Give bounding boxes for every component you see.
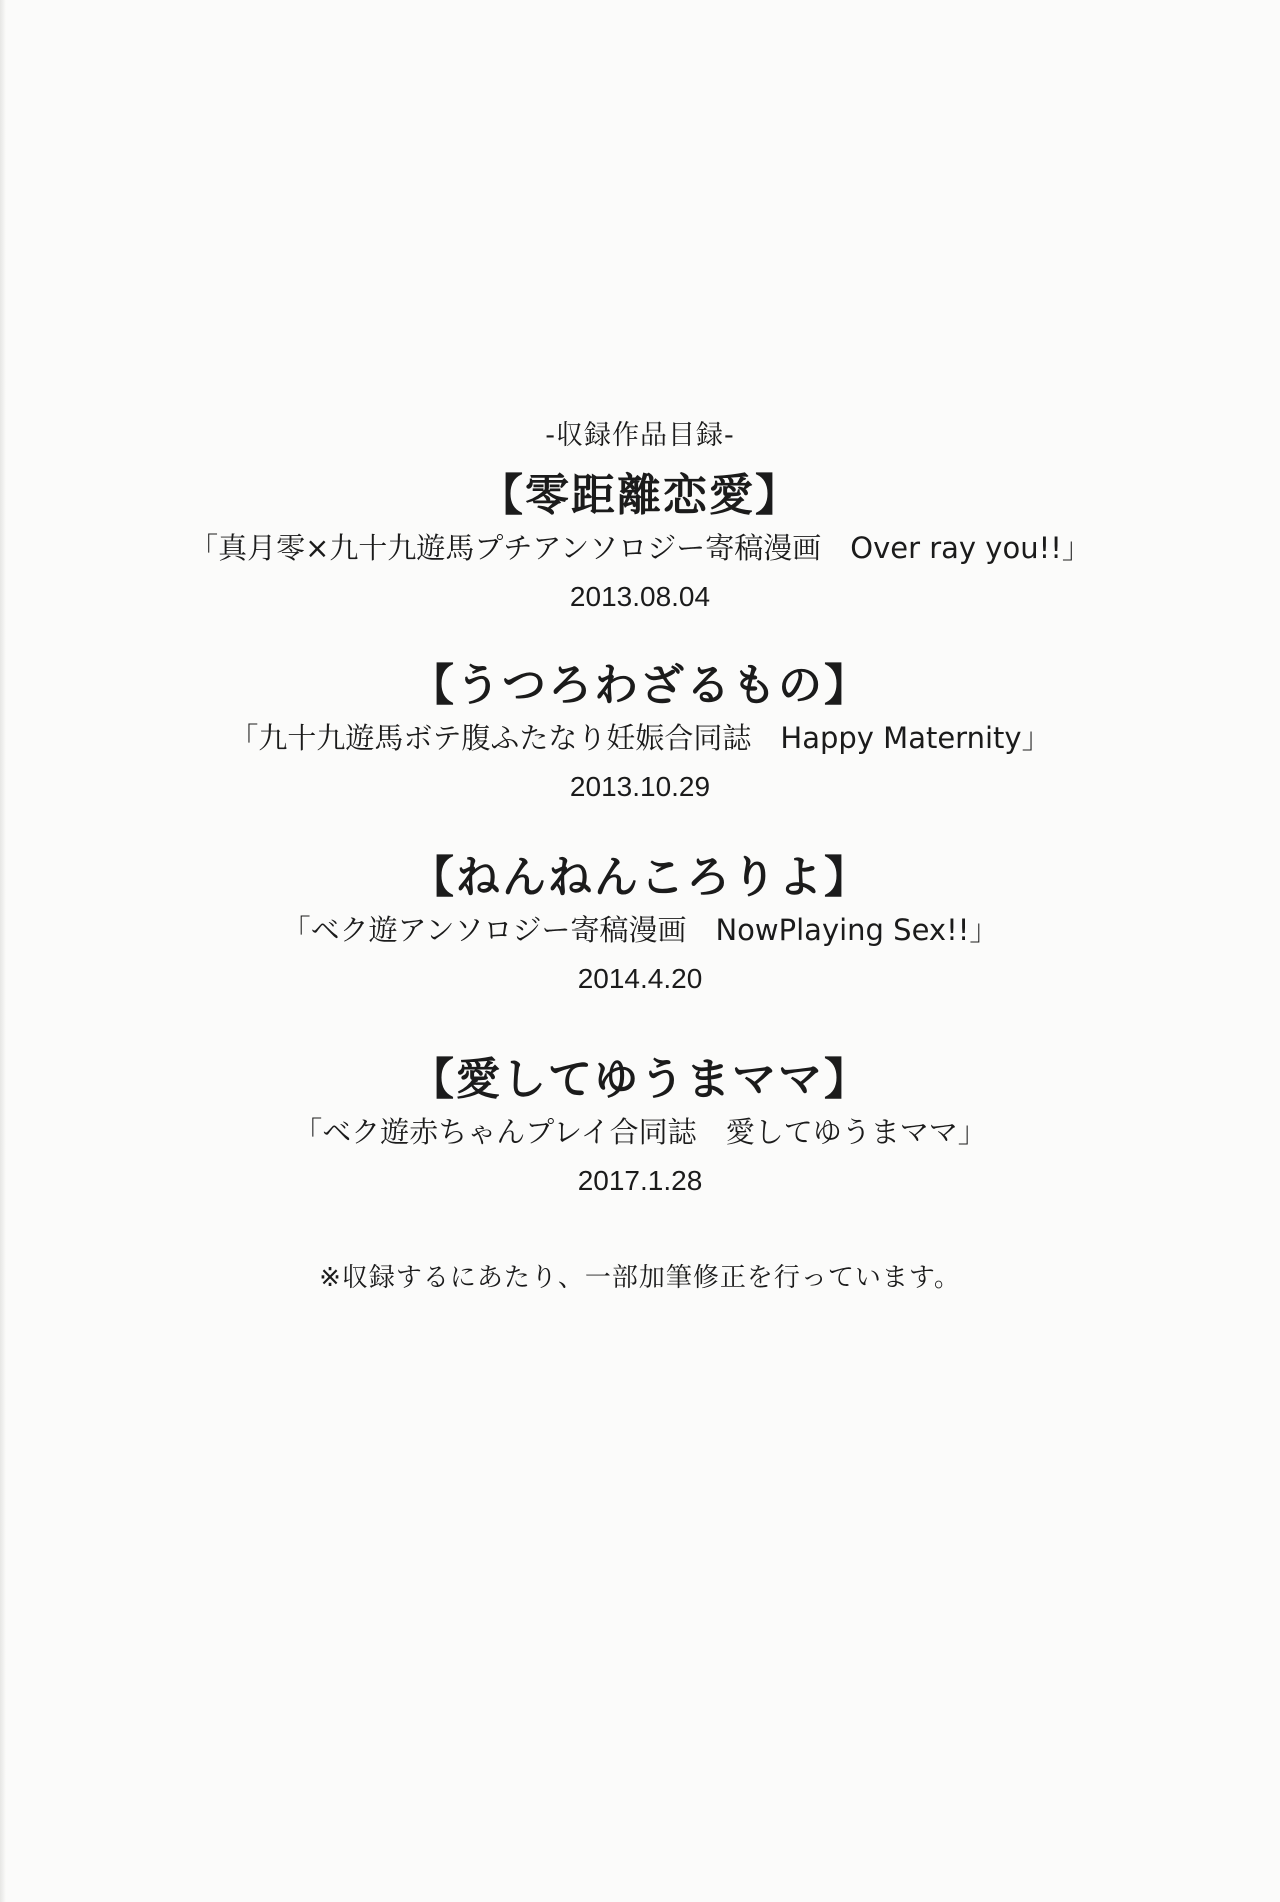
contents-entry: [0, 1054, 1280, 1202]
contents-entry: [0, 470, 1280, 618]
revision-note: ※収録するにあたり、一部加筆修正を行っています。: [319, 1263, 961, 1293]
contents-heading: -収録作品目録-: [545, 420, 735, 451]
entry-source: 「九十九遊馬ボテ腹ふたなり妊娠合同誌 Happy Maternity」: [229, 721, 1051, 755]
entry-title: 【ねんねんころりよ】: [410, 852, 870, 903]
contents-entry: [0, 660, 1280, 808]
entry-source: 「ベク遊アンソロジー寄稿漫画 NowPlaying Sex!!」: [281, 913, 999, 947]
entry-date: 2013.08.04: [569, 581, 711, 612]
entry-date: 2014.4.20: [577, 963, 703, 994]
entry-date: 2017.1.28: [577, 1165, 703, 1196]
contents-entry: [0, 852, 1280, 1000]
entry-title: 【うつろわざるもの】: [410, 660, 870, 711]
entry-title: 【愛してゆうまママ】: [410, 1054, 870, 1105]
entry-date: 2013.10.29: [569, 771, 711, 802]
entry-source: 「真月零×九十九遊馬プチアンソロジー寄稿漫画 Over ray you!!」: [189, 531, 1091, 565]
entry-title: 【零距離恋愛】: [479, 470, 801, 521]
entry-source: 「ベク遊赤ちゃんプレイ合同誌 愛してゆうまママ」: [293, 1115, 987, 1149]
